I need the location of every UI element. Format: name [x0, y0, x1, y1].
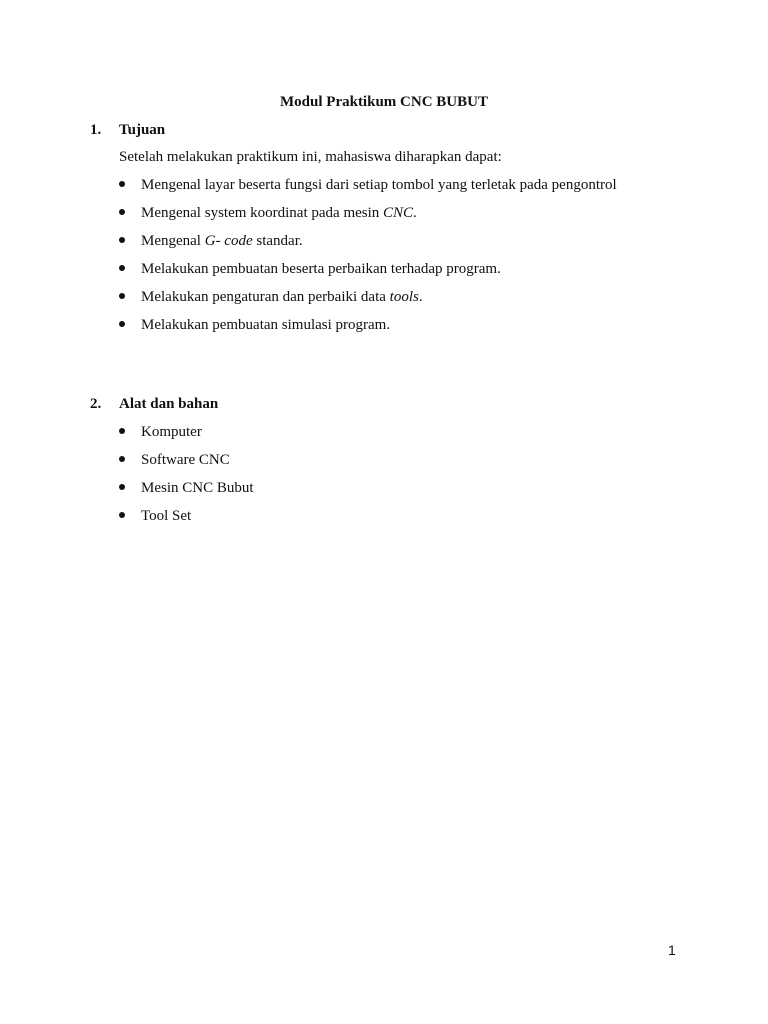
alat-dan-bahan-list [119, 422, 254, 534]
bullet-icon [119, 484, 125, 490]
list-item: Melakukan pembuatan beserta perbaikan terhadap program. [119, 259, 617, 287]
list-item: Mengenal G- code standar. [119, 231, 617, 259]
bullet-icon [119, 428, 125, 434]
list-item: Mengenal layar beserta fungsi dari setiap tombol yang terletak pada pengontrol [119, 175, 617, 203]
section-heading-alat-dan-bahan [90, 394, 218, 414]
bullet-icon [119, 181, 125, 187]
page-number: 1 [668, 942, 676, 958]
bullet-icon [119, 321, 125, 327]
section-title: Alat dan bahan [119, 396, 219, 412]
list-item: Melakukan pembuatan simulasi program. [119, 315, 617, 343]
list-item: Komputer [119, 422, 254, 450]
bullet-icon [119, 293, 125, 299]
section-title: Tujuan [119, 122, 166, 138]
bullet-icon [119, 265, 125, 271]
bullet-icon [119, 237, 125, 243]
tujuan-list [119, 175, 617, 343]
section-heading-tujuan [90, 120, 165, 140]
bullet-icon [119, 456, 125, 462]
bullet-icon [119, 209, 125, 215]
bullet-icon [119, 512, 125, 518]
section-number: 2. [90, 396, 102, 412]
list-item: Mengenal system koordinat pada mesin CNC. [119, 203, 617, 231]
list-item: Software CNC [119, 450, 254, 478]
section-number: 1. [90, 122, 102, 138]
document-title: Modul Praktikum CNC BUBUT [280, 94, 488, 110]
list-item: Melakukan pengaturan dan perbaiki data tools. [119, 287, 617, 315]
list-item: Mesin CNC Bubut [119, 478, 254, 506]
section-intro: Setelah melakukan praktikum ini, mahasiswa diharapkan dapat: [119, 149, 502, 165]
list-item: Tool Set [119, 506, 254, 534]
